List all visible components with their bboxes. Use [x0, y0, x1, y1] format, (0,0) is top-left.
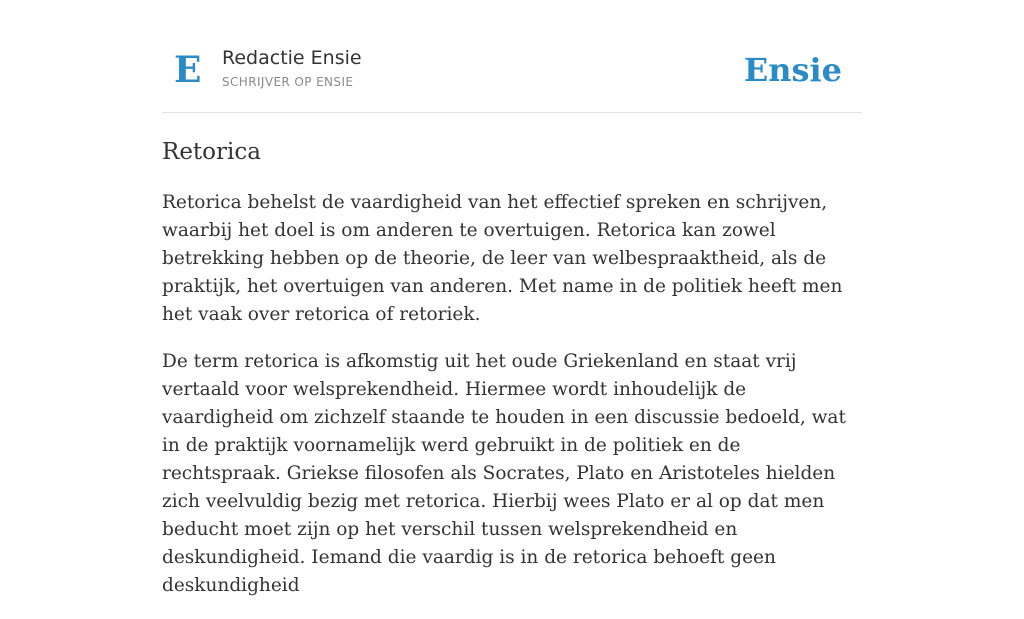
- paragraph: Retorica behelst de vaardigheid van het effectief spreken en schrijven, waarbij het doel is om anderen te overtuigen. Retorica kan zowel betrekking hebben op de theorie, de leer van welbespraaktheid, als de praktijk, het overtuigen van anderen. Met name in de politiek heeft men het vaak over retorica of retoriek.: [162, 192, 843, 325]
- author-name[interactable]: Redactie Ensie: [222, 47, 362, 69]
- avatar[interactable]: E: [174, 49, 202, 91]
- author-role: SCHRIJVER OP ENSIE: [222, 75, 354, 89]
- brand-logo[interactable]: Ensie: [743, 51, 842, 89]
- paragraph: De term retorica is afkomstig uit het oude Griekenland en staat vrij vertaald voor welsprekendheid. Hiermee wordt inhoudelijk de vaardigheid om zichzelf staande te houden in een discussie bedoeld, wat in de praktijk voornamelijk werd gebruikt in de politiek en de rechtspraak. Griekse filosofen als Socrates, Plato en Aristoteles hielden zich veelvuldig bezig met retorica. Hierbij wees Plato er al op dat men beducht moet zijn op het verschil tussen welsprekendheid en deskundigheid. Iemand die vaardig is in de retorica behoeft geen deskundigheid: [162, 351, 846, 596]
- page-container: [162, 0, 862, 596]
- page-title: Retorica: [162, 139, 261, 165]
- author-header: [162, 0, 862, 113]
- article-body: [162, 189, 862, 619]
